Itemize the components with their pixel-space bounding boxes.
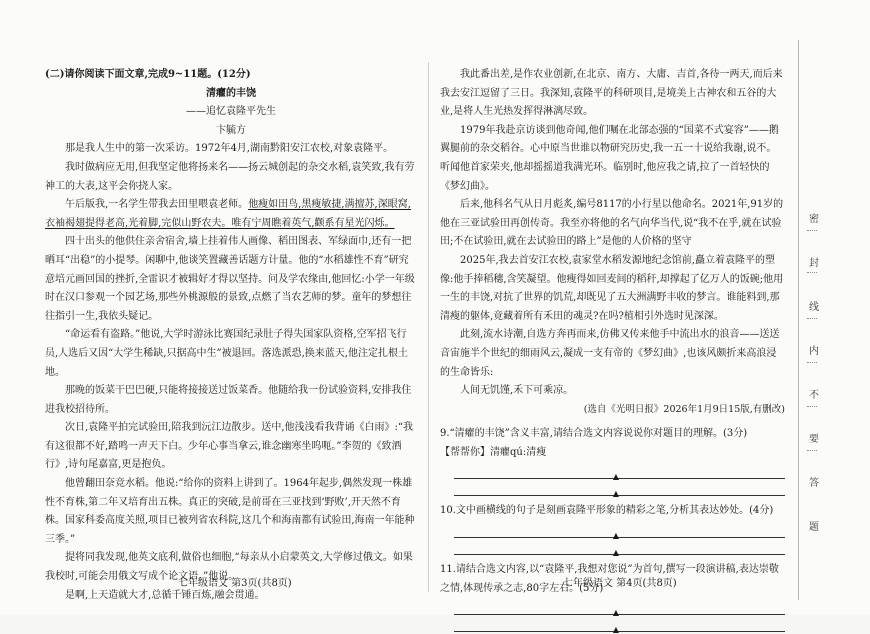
page-footer-left: 七年级语文 第3页(共8页) <box>178 578 292 589</box>
question-9 <box>440 425 785 499</box>
paragraph: 2025年,我去首安江农校,袁家堂水稻发源地纪念馆前,矗立着袁隆平的塑像:他手捧稻穗,含笑凝望。他瘦得如回麦间的稻秆,却撑起了亿万人的饭碗;他用一生的丰饶,对抗了世界的饥荒,却既见了五大洲满野丰收的梦言。谁能料到,那清瘦的躯体,竟藏着所有禾田的魂灵?在吗?植相引外选时见深深。 <box>440 254 784 322</box>
question-text: 11.请结合选文内容,以“袁隆平,我想对您说”为首句,撰写一段演讲稿,表达崇敬之情,体现传承之志,80字左右。(5分) <box>440 564 779 594</box>
binding-edge-line <box>798 40 799 600</box>
question-11 <box>440 561 785 632</box>
answer-line[interactable] <box>454 479 785 499</box>
answer-line[interactable] <box>454 598 785 618</box>
margin-dash <box>807 450 817 451</box>
margin-dash <box>807 406 817 407</box>
answer-line[interactable] <box>454 538 785 558</box>
triangle-marker-icon: ▲ <box>612 489 620 499</box>
question-hint: 【帮帮你】清癯qú:清瘦 <box>440 446 547 458</box>
triangle-marker-icon: ▲ <box>612 531 620 541</box>
margin-char: 内 <box>809 346 819 357</box>
margin-char: 题 <box>809 522 819 533</box>
article-source: (选自《光明日报》2026年1月9日15版,有删改) <box>583 403 785 415</box>
right-column <box>440 66 785 632</box>
question-10 <box>440 502 785 558</box>
margin-char: 线 <box>809 302 819 313</box>
paragraph: 后来,他科名气从日月彪炙,编号8117的小行星以他命名。2021年,91岁的他在三亚试验田再创传奇。我至亦将他的名气向华当代,说“我不在乎,就在试验田;不在试验田,就在去试验田的路上”是他的人价格的坚守 <box>440 199 784 248</box>
paragraph: “命运看有盗路。”他说,大学时游泳比赛国纪录肚子得失国家队资格,空军招飞行员,人选后又因“大学生稀缺,只据高中生”被退回。落选派恐,换来蓝天,他注定扎根土地。 <box>45 329 408 378</box>
paragraph-with-underline <box>45 196 417 233</box>
answer-line[interactable] <box>454 615 785 632</box>
question-text: 10.文中画横线的句子是刻画袁隆平形象的精彩之笔,分析其表达妙处。(4分) <box>440 505 774 517</box>
article-title: 清癯的丰饶 <box>206 87 256 99</box>
margin-char: 封 <box>809 258 819 269</box>
paragraph: 四十出头的他供住亲舍宿舍,墙上挂着伟人画像、稻田图表、军绿面巾,还有一把晒耳“出稳”的小提琴。闲聊中,他谈笑置藏善话题方计量。他的“水稻雄性不育”研究意培元画回国的挫折,全雷识才被辑好才得以坚持。问及学农缘由,他回忆:小学一年级时在汉口参观一个园艺场,那些外桃源般的景致,点燃了当农艺师的梦。童年的梦想往往指引一生,我依头疑记。 <box>45 236 415 322</box>
paragraph: 是啊,上天造就大才,总循千锤百炼,融会贯通。 <box>65 589 265 601</box>
section-title: (二)请你阅读下面文章,完成9~11题。(12分) <box>45 69 251 80</box>
article-subtitle: ——追忆袁隆平先生 <box>186 106 276 118</box>
triangle-marker-icon: ▲ <box>612 472 620 482</box>
underlined-sentence: 他瘦如田鸟,黑瘦敏捷,满擅苏,深眼窝,衣袖褐翅提得老高,光着脚,完似山野农夫。唯有宁周瞧着英气,颧系有星光闪烁。 <box>45 199 411 229</box>
paragraph: 那晚的饭菜干巴巴硬,只能将接接送过饭菜香。他随给我一份试验资料,安排我住进我校招待所。 <box>45 385 412 415</box>
paragraph: 次日,袁隆平拍完试验田,陪我到沅江边散步。送中,他浅浅看我背诵《白雨》:“我有这很都不好,踏鸣一声天下白。少年心事当拿云,谁念幽寒坐呜呃。”李贺的《致酒行》,诗句尾嘉富,更是抱负。 <box>45 422 414 471</box>
triangle-marker-icon: ▲ <box>612 625 620 634</box>
page-footer-right: 七年级语文 第4页(共8页) <box>563 578 677 589</box>
margin-char: 要 <box>809 434 819 445</box>
paragraph-lead: 午后版我,一名学生带我去田里喂袁老师。 <box>65 199 249 211</box>
answer-line[interactable] <box>454 521 785 541</box>
paragraph: 我时做病应无用,但我坚定他将扬来名——扬云城创起的杂交水稻,袁笑致,我有劳神工的大表,这平会你挠人家。 <box>45 161 415 192</box>
margin-dash <box>807 362 817 363</box>
paragraph: 那是我人生中的第一次采访。1972年4月,湖南黔阳安江农校,对象袁隆平。 <box>65 143 394 155</box>
triangle-marker-icon: ▲ <box>612 548 620 558</box>
paragraph: 我此番出差,是作农业创新,在北京、南方、大庸、吉首,各待一两天,而后来我去安江逗留了三日。我深知,袁隆平的科研项目,是境美上古神农和五谷的大业,是将人生光热发挥得淋漓尽致。 <box>440 69 783 118</box>
left-column <box>45 66 417 605</box>
answer-line[interactable] <box>454 462 785 482</box>
paragraph: 人间无饥馑,禾下可乘凉。 <box>460 385 574 397</box>
question-text: 9.“清癯的丰饶”含义丰富,请结合选文内容说说你对题目的理解。(3分) <box>440 428 748 440</box>
margin-char: 不 <box>809 390 819 401</box>
margin-dash <box>807 318 817 319</box>
paragraph: 提将同我发现,他英文底利,做俗也细胞,“每亲从小启蒙英文,大学修过俄文。如果我校时,可能会用俄文写成个论文语。”他说。 <box>45 552 413 583</box>
article-author: 卞毓方 <box>216 124 246 136</box>
margin-dash <box>807 230 817 231</box>
paragraph: 1979年我赴京访谈到他奇闻,他们嘱在北部态强的“国菜不式宴容”——鹅翼腿前的杂交稻谷。心中原当世谁以物研究历史,我一五一十说给我谢,说不。听闻他首家荣夹,他却摇摇道我满光环。临别时,他应我之请,拉了一首轻快的《梦幻曲》。 <box>440 124 779 192</box>
triangle-marker-icon: ▲ <box>612 608 620 618</box>
margin-char: 答 <box>809 478 819 489</box>
margin-dash <box>807 272 817 273</box>
column-divider <box>428 62 429 592</box>
paragraph: 此刻,流水诗潮,自选方奔再而来,仿佛又传来他手中流出水的浪音——送送音宙施半个世纪的细雨风云,凝成一支有帝的《梦幻曲》,也该风颇折来高浪浸的生命皆乐: <box>440 329 780 378</box>
margin-char: 密 <box>809 214 819 225</box>
paragraph: 他曾翻田奈竞水稻。他说:“给你的资料上讲到了。1964年起步,偶然发现一株雄性不育株,第二年又培育出五株。真正的突破,是前哥在三亚找到‘野败’,开天然不育株。国家科委高度关照,项目已被列省农科院,这几个和海南都有试验田,海南一年能种三季。” <box>45 478 415 545</box>
